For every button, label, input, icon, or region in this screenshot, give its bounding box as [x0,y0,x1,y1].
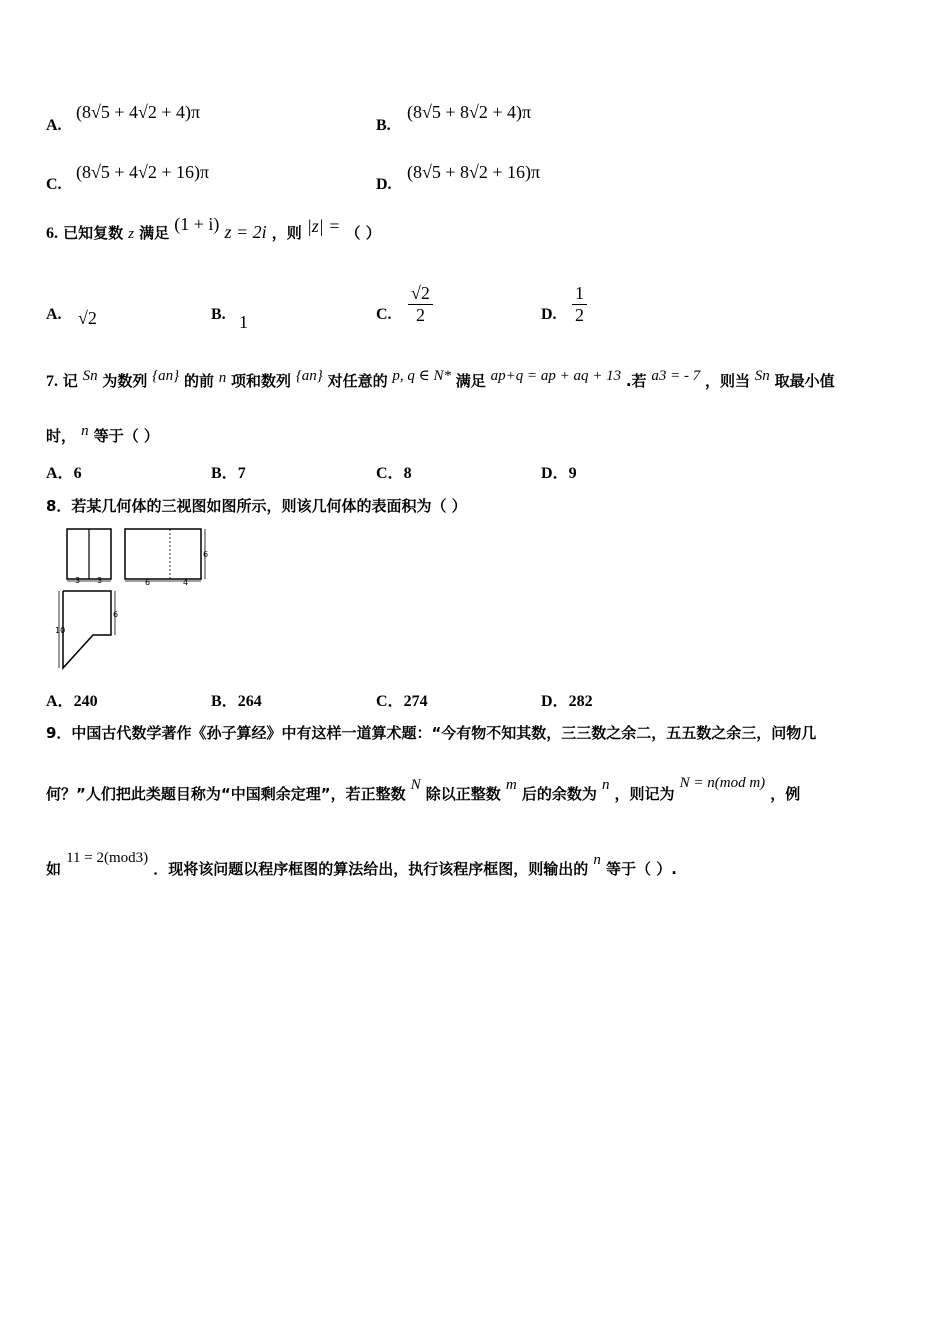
q6-text-2: 满足 [139,224,170,242]
q8-option-d-value: 282 [568,693,593,710]
q6-option-d-denominator: 2 [575,305,584,325]
q7-number: 7. [46,373,58,390]
q9-mod-example: 11 = 2(mod3) [66,850,149,866]
q6-expr: (1 + i) [174,214,220,234]
q8-option-d-label: D． [541,693,569,710]
top-dim-left: 10 [55,626,66,635]
q7-line2-text-2: 等于（ ） [93,427,159,445]
q8-option-b-value: 264 [237,693,262,710]
q7-option-c-label: C． [376,465,404,482]
q8-question-text: 8．若某几何体的三视图如图所示，则该几何体的表面积为（ ） [46,497,467,515]
q6-option-d-fraction [572,283,587,326]
q6-option-a-label: A. [46,306,62,323]
q5-option-b-expr: (8√5 + 8√2 + 4)π [407,102,532,122]
q6-option-b-label: B. [211,306,226,323]
q9-var-N: N [410,777,421,793]
q7-option-d [541,460,577,483]
q7-relation: ap+q = ap + aq + 13 [490,368,622,384]
q9-line3-text-c: 等于（ ）. [605,860,677,878]
q7-text-3: 的前 [183,372,214,390]
q6-text-1: 已知复数 [63,224,124,242]
q7-line2-text-1: 时， [46,427,77,445]
q7-pq: p, q ∈ N* [392,368,451,384]
q6-option-b-value: 1 [239,312,248,332]
q6-option-d-label: D. [541,306,557,323]
q7-a3: a3 = - 7 [651,368,701,384]
q7-option-a-value: 6 [73,465,82,482]
q9-mod-expression: N = n(mod m) [679,775,766,791]
top-dim-right: 6 [113,610,119,619]
front-dim-left: 3 [75,576,81,585]
q7-option-b-value: 7 [237,465,246,482]
q6-abs-expr: |z| = [306,216,341,236]
q7-text-6: 满足 [455,372,486,390]
q7-option-b [211,460,246,483]
q6-paren: （ ） [345,224,381,242]
q6-option-c-numerator: √2 [408,283,433,305]
q8-option-c-label: C． [376,693,404,710]
q7-sn: Sn [82,368,98,384]
q9-line3-text-a: 如 [46,860,62,878]
q7-option-a-label: A． [46,465,74,482]
q9-line2-text-e: ，例 [770,785,801,803]
q8-option-b-label: B． [211,693,238,710]
q6-option-c-fraction [408,283,433,326]
q5-option-a-expr: (8√5 + 4√2 + 4)π [76,102,201,122]
q7-text-5: 对任意的 [327,372,388,390]
q6-expr-2: z = 2i [224,222,267,242]
q6-var-z: z [128,226,135,242]
q7-option-a [46,460,82,483]
front-dim-right: 3 [97,576,103,585]
q9-line3-text-b: ．现将该问题以程序框图的算法给出，执行该程序框图，则输出的 [153,860,589,878]
q8-option-c-value: 274 [403,693,428,710]
q5-option-c-label: C. [46,176,62,193]
q9-line2-text-c: 后的余数为 [521,785,597,803]
q8-option-d [541,688,593,711]
q8-option-a-label: A． [46,693,74,710]
side-height-label: 6 [203,550,209,559]
q6-option-c-label: C. [376,306,392,323]
q7-option-b-label: B． [211,465,238,482]
q7-option-d-label: D． [541,465,569,482]
side-dim-left: 6 [145,578,151,587]
q5-option-d-label: D. [376,176,392,193]
q7-an-2: {an} [295,368,323,384]
q9-line2-text-b: 除以正整数 [425,785,501,803]
top-view-outline [63,591,111,668]
q9-line-3 [46,850,677,879]
q8-option-b [211,688,262,711]
q9-var-m: m [505,777,517,793]
q9-line-2 [46,775,801,804]
q9-var-n: n [601,777,610,793]
question-6 [46,214,381,243]
q7-text-8: ，则当 [705,372,751,390]
q6-option-c-denominator: 2 [415,305,425,325]
question-7-line-1 [46,370,835,391]
q7-text-9: 取最小值 [774,372,835,390]
q8-option-a [46,688,98,711]
q9-line3-n: n [593,852,601,868]
q9-line2-text-d: ，则记为 [614,785,675,803]
q8-option-c [376,688,428,711]
q7-option-c [376,460,412,483]
question-7-line-2 [46,425,159,446]
three-view-figure [55,525,225,675]
q6-option-d-numerator: 1 [572,283,587,305]
q5-option-d-expr: (8√5 + 8√2 + 16)π [407,162,541,182]
q5-option-a-label: A. [46,117,62,134]
q8-option-a-value: 240 [73,693,98,710]
q6-option-a-value: √2 [78,308,97,328]
side-view-rect [125,529,201,579]
q9-line-1: 9．中国古代数学著作《孙子算经》中有这样一道算术题：“今有物不知其数，三三数之余二，五五数之余三，问物几 [46,724,817,742]
q7-text-1: 记 [62,372,78,390]
q6-text-3: ，则 [271,224,302,242]
q9-line2-text-a: 何？”人们把此类题目称为“中国剩余定理”，若正整数 [46,785,406,803]
side-dim-right: 4 [183,578,189,587]
q7-text-7: .若 [625,372,647,390]
q7-line2-n: n [81,423,89,439]
q6-number: 6. [46,225,58,242]
q7-n: n [218,370,227,386]
q5-option-b-label: B. [376,117,391,134]
q7-text-4: 项和数列 [231,372,292,390]
q7-option-d-value: 9 [568,465,577,482]
q5-option-c-expr: (8√5 + 4√2 + 16)π [76,162,210,182]
q7-option-c-value: 8 [403,465,412,482]
q7-an: {an} [152,368,180,384]
q7-text-2: 为数列 [102,372,148,390]
q7-sn-2: Sn [754,368,770,384]
